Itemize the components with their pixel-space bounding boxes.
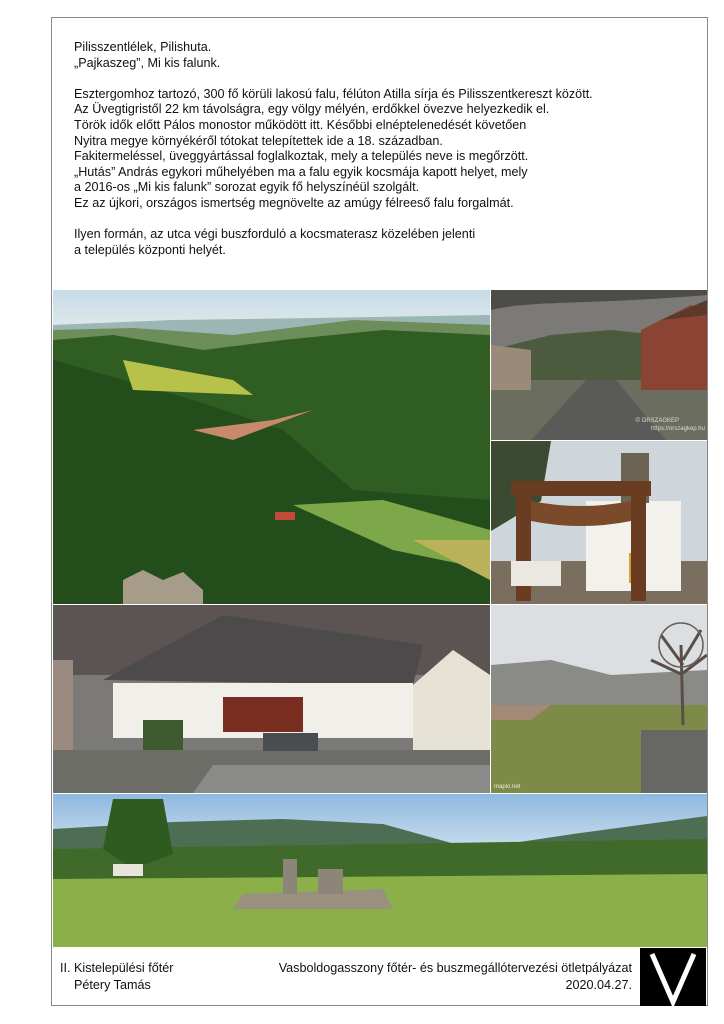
body-line: Esztergomhoz tartozó, 300 fő körüli lakosú falu, félúton Atilla sírja és Pilisszentkereszt között. [74,86,593,101]
ruins-tree-photo [491,605,707,793]
author-name: Pétery Tamás [74,978,151,992]
body-line: a település központi helyét. [74,242,226,257]
body-line: „Hutás” András egykori műhelyében ma a falu egyik kocsmája kapott helyet, mely [74,164,528,179]
body-line: Török idők előtt Pálos monostor működött itt. Későbbi elnéptelenedését követően [74,117,527,132]
body-line: a 2016-os „Mi kis falunk” sorozat egyik fő helyszínéül szolgált. [74,180,420,195]
heading-line-2: „Pajkaszeg”, Mi kis falunk. [74,55,221,70]
body-line: Ilyen formán, az utca végi buszforduló a kocsmaterasz közelében jelenti [74,227,476,242]
heading-line-1: Pilisszentlélek, Pilishuta. [74,40,212,54]
competition-title: Vasboldogasszony főtér- és buszmegállótervezési ötletpályázat [278,961,632,975]
category-label: II. Kistelepülési főtér [60,961,174,975]
footer-date: 2020.04.27. [565,978,632,992]
intro-text [74,40,694,258]
street-watermark-url: https://orszagkep.hu [650,426,705,432]
village-street-photo [491,290,707,440]
body-line: Fakitermeléssel, üveggyártással foglalkoztak, mely a település neve is megőrzött. [74,149,529,164]
footer-left [60,960,173,994]
ruins-watermark: mapio.net [494,784,521,790]
body-line: Nyitra megye környékéről tótokat telepítettek ide a 18. században. [74,133,443,148]
ruins-panorama-photo [53,794,707,947]
church-gate-photo [491,441,707,604]
footer-competition [232,960,632,994]
street-watermark: © ORSZAGKEP [635,418,679,424]
body-line: Ez az újkori, országos ismertség megnövelte az amúgy félreeső falu forgalmát. [74,195,514,210]
valley-aerial-photo [53,290,490,604]
pub-building-photo [53,605,490,793]
v-logo-icon [640,948,706,1006]
body-line: Az Üvegtigristől 22 km távolságra, egy völgy mélyén, erdőkkel övezve helyezkedik el. [74,102,550,117]
